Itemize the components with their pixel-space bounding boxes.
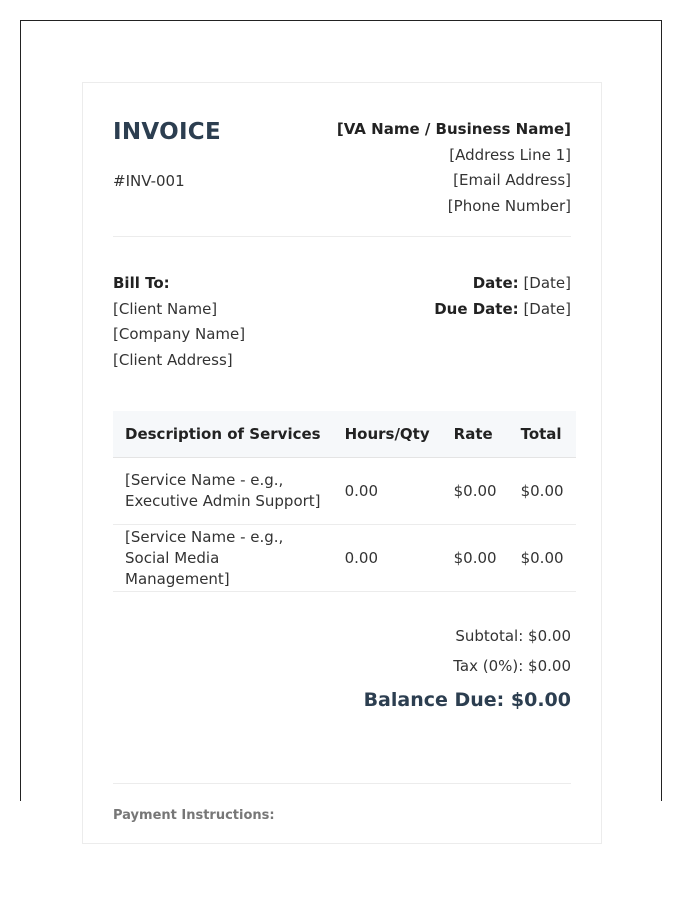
due-date-label: Due Date: <box>434 299 519 318</box>
service-rate: $0.00 <box>442 458 509 525</box>
business-info <box>337 117 571 219</box>
dates-block <box>434 271 571 322</box>
date-value: [Date] <box>523 274 571 292</box>
date-label: Date: <box>472 274 519 292</box>
client-address: [Client Address] <box>113 350 233 369</box>
balance-due: Balance Due: $0.00 <box>363 689 571 711</box>
service-total: $0.00 <box>509 458 576 525</box>
table-row <box>113 458 576 525</box>
invoice-number: #INV-001 <box>113 172 185 190</box>
table-row <box>113 525 576 592</box>
business-email: [Email Address] <box>453 171 571 189</box>
client-name: [Client Name] <box>113 299 218 318</box>
header-total: Total <box>509 411 576 458</box>
totals-block <box>364 623 571 711</box>
document-frame <box>20 20 662 823</box>
due-date <box>434 297 571 323</box>
tax: Tax (0%): $0.00 <box>453 657 571 675</box>
company-name: [Company Name] <box>113 325 246 343</box>
header-description: Description of Services <box>113 411 333 458</box>
business-phone: [Phone Number] <box>447 196 571 215</box>
header-rate: Rate <box>442 411 509 458</box>
invoice-date <box>434 271 571 297</box>
table-header-row <box>113 411 576 458</box>
services-table <box>113 411 576 592</box>
business-address: [Address Line 1] <box>449 145 571 164</box>
invoice-card <box>82 82 602 844</box>
bill-to-block <box>113 271 245 373</box>
invoice-title: INVOICE <box>113 119 222 145</box>
header-divider <box>113 236 571 237</box>
service-qty: 0.00 <box>333 458 442 525</box>
due-date-value: [Date] <box>523 299 571 318</box>
service-description: [Service Name - e.g., Executive Admin Support] <box>113 458 333 525</box>
business-name: [VA Name / Business Name] <box>336 120 571 138</box>
subtotal: Subtotal: $0.00 <box>455 627 571 645</box>
service-qty: 0.00 <box>333 525 442 592</box>
footer-divider <box>113 783 571 784</box>
service-rate: $0.00 <box>442 525 509 592</box>
service-description: [Service Name - e.g., Social Media Management] <box>113 525 333 592</box>
service-total: $0.00 <box>509 525 576 592</box>
header-hours-qty: Hours/Qty <box>333 411 442 458</box>
bill-to-label: Bill To: <box>113 274 170 292</box>
payment-instructions-label: Payment Instructions: <box>113 808 275 823</box>
